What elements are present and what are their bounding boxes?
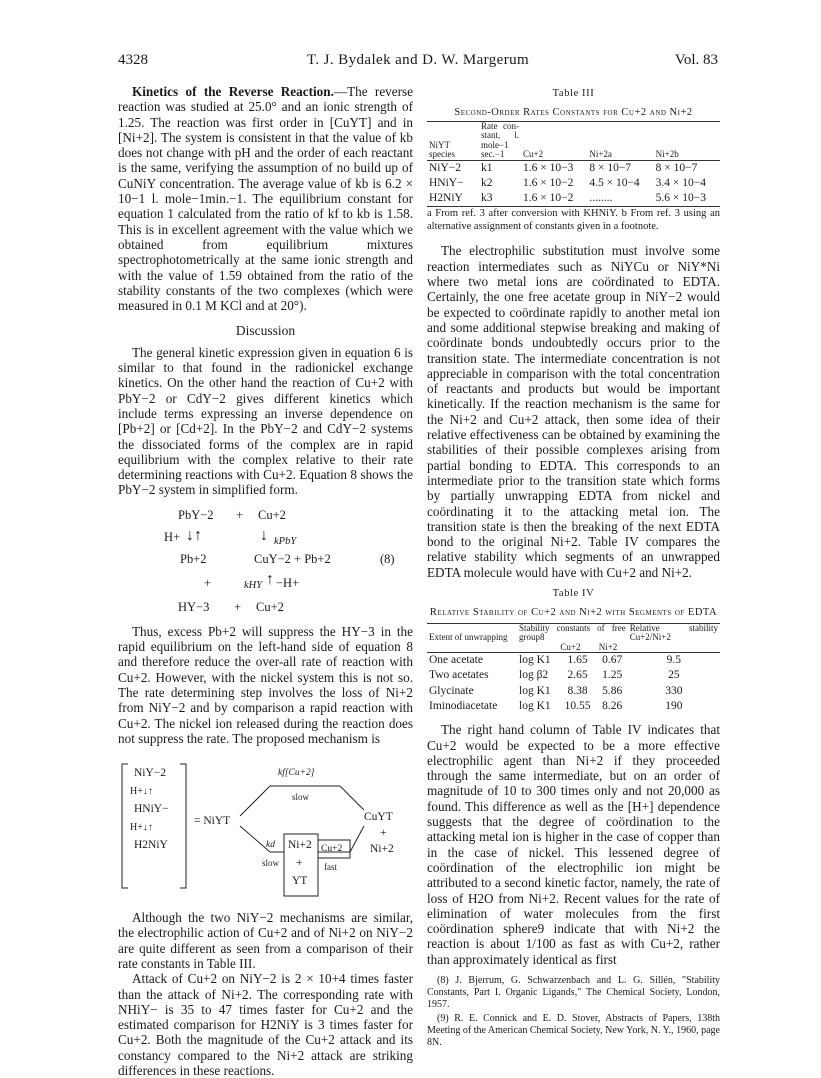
table-cell: 25 bbox=[668, 669, 680, 682]
table-cell: 2.65 bbox=[567, 669, 588, 682]
references bbox=[427, 975, 720, 1049]
table-cell: log K1 bbox=[519, 654, 551, 667]
table-row bbox=[427, 699, 720, 714]
page-header bbox=[118, 52, 718, 72]
table-iii-header: Ni+2a bbox=[589, 149, 612, 160]
table-cell: 1.25 bbox=[602, 669, 623, 682]
table-iv-header: Cu+2 bbox=[560, 641, 581, 652]
table-cell: 8 × 10−7 bbox=[589, 161, 632, 174]
running-title: T. J. Bydalek and D. W. Margerum bbox=[306, 52, 530, 68]
table-row bbox=[427, 653, 720, 669]
eq-hy: HY−3 bbox=[178, 599, 210, 614]
table-cell: 330 bbox=[665, 684, 683, 697]
discussion-paragraph-3: Although the two NiY−2 mechanisms are similar, the electrophilic action of Cu+2 and of Ni+2 on NiY−2 are quite different as seen from a comparison of their rate constants in Table III. bbox=[118, 910, 413, 971]
eq-cu-2: Cu+2 bbox=[256, 599, 284, 614]
reverse-reaction-heading: Kinetics of the Reverse Reaction. bbox=[132, 84, 334, 99]
table-iii-header: Rate con-stant, l. mole−1 sec.−1 bbox=[481, 120, 519, 160]
table-cell: HNiY− bbox=[429, 176, 464, 189]
table-cell: 1.6 × 10−2 bbox=[523, 192, 574, 205]
table-cell: 5.86 bbox=[602, 684, 623, 697]
mech-h2niy: H2NiY bbox=[134, 839, 168, 852]
mech-slow-2: slow bbox=[262, 858, 280, 869]
eq-pby: PbY−2 bbox=[178, 507, 214, 522]
table-cell: Glycinate bbox=[429, 684, 474, 697]
eq-equilibrium-arrows: ↓↑ bbox=[186, 526, 202, 544]
discussion-paragraph-2: Thus, excess Pb+2 will suppress the HY−3 in the rapid equilibrium on the left-hand side of equation 8 and therefore reduce the over-all rate of reaction with Cu+2. However, with the nickel system this is not so. The rate determining step involves the loss of Ni+2 from NiY−2 and by comparison a rapid reaction with Cu+2. The nickel ion released during the reaction does not suppress the rate. The proposed mechanism is bbox=[118, 623, 413, 746]
table-cell: 9.5 bbox=[666, 654, 682, 667]
table-row bbox=[427, 191, 720, 206]
reference-9: (9) R. E. Connick and E. D. Stover, Abstracts of Papers, 138th Meeting of the American Chemical Society, New York, N. Y., 1960, page 8N. bbox=[427, 1013, 720, 1049]
table-iii-footnote: a From ref. 3 after conversion with KHNiY. b From ref. 3 using an alternative assignment of constants given in a footnote. bbox=[427, 208, 720, 232]
table-iv-label: Table IV bbox=[552, 588, 595, 600]
mech-plus-box: + bbox=[296, 857, 303, 870]
eq-plus-3: + bbox=[234, 599, 242, 614]
eq-cu: Cu+2 bbox=[258, 507, 286, 522]
table-cell: k3 bbox=[481, 192, 493, 205]
table-cell: 1.6 × 10−3 bbox=[523, 161, 574, 174]
reference-8: (8) J. Bjerrum, G. Schwarzenbach and L. G. Sillén, "Stability Constants, Part I. Organic Ligands," The Chemical Society, London, 1957. bbox=[427, 975, 720, 1011]
table-iv bbox=[427, 586, 720, 714]
mech-plus-right: + bbox=[380, 827, 387, 840]
mech-h-equilibrium-1: H+↓↑ bbox=[130, 786, 153, 798]
volume-label: Vol. 83 bbox=[674, 52, 718, 68]
eq-hplus: H+ bbox=[164, 529, 181, 544]
table-cell: 4.5 × 10−4 bbox=[589, 176, 640, 189]
table-cell: One acetate bbox=[429, 654, 483, 667]
table-row bbox=[427, 668, 720, 683]
table-iv-grid bbox=[427, 623, 720, 715]
eq-number: (8) bbox=[380, 551, 395, 566]
table-iv-header: Extent of unwrapping bbox=[429, 632, 508, 643]
mech-fast: fast bbox=[324, 862, 337, 873]
table-cell: ........ bbox=[589, 192, 613, 205]
table-iii-header: Cu+2 bbox=[523, 149, 544, 160]
reverse-reaction-text: —The reverse reaction was studied at 25.0° and an ionic strength of 1.25. The reaction was first order in [CuYT] and in [Ni+2]. The system is consistent in that the value of kb does not change with pH and the order of each reactant is the same, verifying the assumption of no build up of CuNiY concentration. The average value of kb is 6.2 × 10−1 l. mole−1min.−1. The equilibrium constant for equation 1 calculated from the ratio of kf to kb is 1.58. This is in excellent agreement with the value which we obtained from equilibrium mixtures spectrophotometrically at the same ionic strength and with the value of 1.59 obtained from the ratio of the stability constants of the two complexes (which were measured in 0.1 M KCl and at 20°). bbox=[118, 84, 413, 314]
table-cell: Two acetates bbox=[429, 669, 489, 682]
mech-cuyt: CuYT bbox=[364, 811, 393, 824]
table-cell: 8.38 bbox=[567, 684, 588, 697]
table-cell: 3.4 × 10−4 bbox=[655, 176, 707, 189]
table-cell: 0.67 bbox=[602, 654, 623, 667]
right-column bbox=[427, 84, 720, 1051]
mech-cu-box: Cu+2 bbox=[321, 844, 343, 855]
table-iii-header: NiYT species bbox=[429, 139, 455, 160]
page-number: 4328 bbox=[118, 52, 148, 68]
table-cell: 190 bbox=[665, 700, 683, 712]
table-cell: 1.6 × 10−2 bbox=[523, 176, 574, 189]
eq-kpby: kPbY bbox=[274, 535, 297, 547]
eq-plus: + bbox=[236, 507, 244, 522]
table-cell: log K1 bbox=[519, 684, 551, 697]
mech-kf-label: kf[Cu+2] bbox=[278, 768, 315, 779]
table-cell: H2NiY bbox=[429, 192, 463, 205]
right-paragraph-1: The electrophilic substitution must involve some reaction intermediates such as NiYCu or NiY*Ni where two metal ions are coördinated to EDTA. Certainly, the one free acetate group in NiY−2 would be expected to coördinate rapidly to another metal ion and some additional stepwise breaking and making of coördinate bonds undoubtedly occurs prior to the transition state. The intermediate concentration is not appreciable in comparison with the total concentration of reactants and products but would be important kinetically. If the reaction mechanism is the same for the Ni+2 and Cu+2 attack, then some idea of their relative effectiveness can be obtained by examining the stabilities of their possible complexes arising from partial bonding to EDTA. This corresponds to an intermediate prior to the transition state which forms by partially unwrapping EDTA from nickel and coördinating it to the attacking metal ion. The transition state is then the breaking of the next EDTA bond to the original Ni+2. Table IV compares the relative stability which segments of an unwrapped EDTA molecule would have with Cu+2 and Ni+2. bbox=[427, 243, 720, 580]
table-iii bbox=[427, 86, 720, 233]
eq-down-arrow: ↓ bbox=[260, 526, 268, 544]
mech-niy: NiY−2 bbox=[134, 767, 167, 780]
table-cell: NiY−2 bbox=[429, 161, 462, 174]
discussion-paragraph-4: Attack of Cu+2 on NiY−2 is 2 × 10+4 times faster than the attack of Ni+2. The corresponding rate with NHiY− is 35 to 47 times faster for Cu+2 and the estimated comparison for H2NiY is 3 times faster for Cu+2. Both the magnitude of the Cu+2 attack and its constancy compared to the Ni+2 attack are striking differences in these reactions. bbox=[118, 971, 413, 1078]
table-cell: 5.6 × 10−3 bbox=[655, 192, 707, 205]
eq-pb: Pb+2 bbox=[180, 551, 207, 566]
mech-niyt: = NiYT bbox=[194, 815, 231, 828]
mech-h-equilibrium-2: H+↓↑ bbox=[130, 822, 153, 834]
left-column bbox=[118, 84, 413, 1078]
table-cell: 1.65 bbox=[567, 654, 588, 667]
table-iii-title: Second-Order Rates Constants for Cu+2 and Ni+2 bbox=[454, 107, 693, 119]
equation-8 bbox=[118, 506, 413, 618]
table-row bbox=[427, 684, 720, 699]
right-paragraph-2: The right hand column of Table IV indicates that Cu+2 would be expected to be a more effective electrophilic agent than Ni+2 if they proceeded through the same intermediate, but on an order of magnitude of 10 to 300 times only and not 20,000 as found. This difference as well as the [H+] dependence suggests that the degree of coördination to the attacking metal ion is higher in the case of copper than in the case of nickel. This lessened degree of coördination of the electrophilic ion might be attributed to a second kinetic factor, namely, the rate of loss of H2O from Ni+2. Recent values for the rate of elimination of water molecules from the first coördination sphere9 indicate that with Ni+2 the reaction is about 1/100 as fast as with Cu+2, rather than approximately identical as first bbox=[427, 722, 720, 967]
table-cell: k2 bbox=[481, 176, 493, 189]
table-iii-header: Ni+2b bbox=[655, 149, 679, 160]
table-cell: 8 × 10−7 bbox=[655, 161, 698, 174]
eq-khy: kHY bbox=[244, 579, 263, 591]
table-iv-header: Ni+2 bbox=[598, 641, 618, 652]
table-row bbox=[427, 160, 720, 176]
table-iv-header: Stability constants of free group8 bbox=[519, 622, 626, 643]
table-iv-title: Relative Stability of Cu+2 and Ni+2 with Segments of EDTA bbox=[429, 607, 718, 619]
table-cell: 8.26 bbox=[602, 700, 623, 712]
table-row bbox=[427, 176, 720, 191]
proposed-mechanism-diagram bbox=[118, 760, 413, 900]
eq-up-arrow: ↑ bbox=[266, 570, 274, 588]
table-cell: log K1 bbox=[519, 700, 551, 712]
reverse-reaction-paragraph bbox=[118, 84, 413, 313]
eq-plus-2: + bbox=[204, 575, 212, 590]
discussion-paragraph-1: The general kinetic expression given in equation 6 is similar to that found in the radionickel exchange kinetics. On the other hand the reaction of Cu+2 with PbY−2 or CdY−2 gives different kinetics which include terms expressing an inverse dependence on [Pb+2] or [Cd+2]. In the PbY−2 and CdY−2 systems the dissociated forms of the complex are in rapid equilibrium with the complex relative to their rate determining reactions with Cu+2. Equation 8 shows the PbY−2 system in simplified form. bbox=[118, 344, 413, 498]
table-cell: k1 bbox=[481, 161, 493, 174]
mech-slow-1: slow bbox=[292, 792, 310, 803]
table-iii-label: Table III bbox=[552, 88, 595, 99]
eq-minus-h: −H+ bbox=[276, 575, 300, 590]
mech-kd: kd bbox=[266, 840, 275, 851]
table-cell: 10.55 bbox=[564, 700, 591, 712]
mech-ni-box: Ni+2 bbox=[288, 839, 312, 852]
eq-cuy-pb: CuY−2 + Pb+2 bbox=[254, 551, 331, 566]
mech-ni-right: Ni+2 bbox=[370, 843, 394, 856]
table-cell: Iminodiacetate bbox=[429, 700, 498, 712]
table-cell: log β2 bbox=[519, 669, 549, 682]
table-iii-grid bbox=[427, 121, 720, 207]
mech-hniy: HNiY− bbox=[134, 803, 169, 816]
mech-yt-box: YT bbox=[292, 875, 308, 888]
table-iv-header: Relative stability Cu+2/Ni+2 bbox=[629, 622, 718, 643]
discussion-heading: Discussion bbox=[235, 323, 296, 339]
